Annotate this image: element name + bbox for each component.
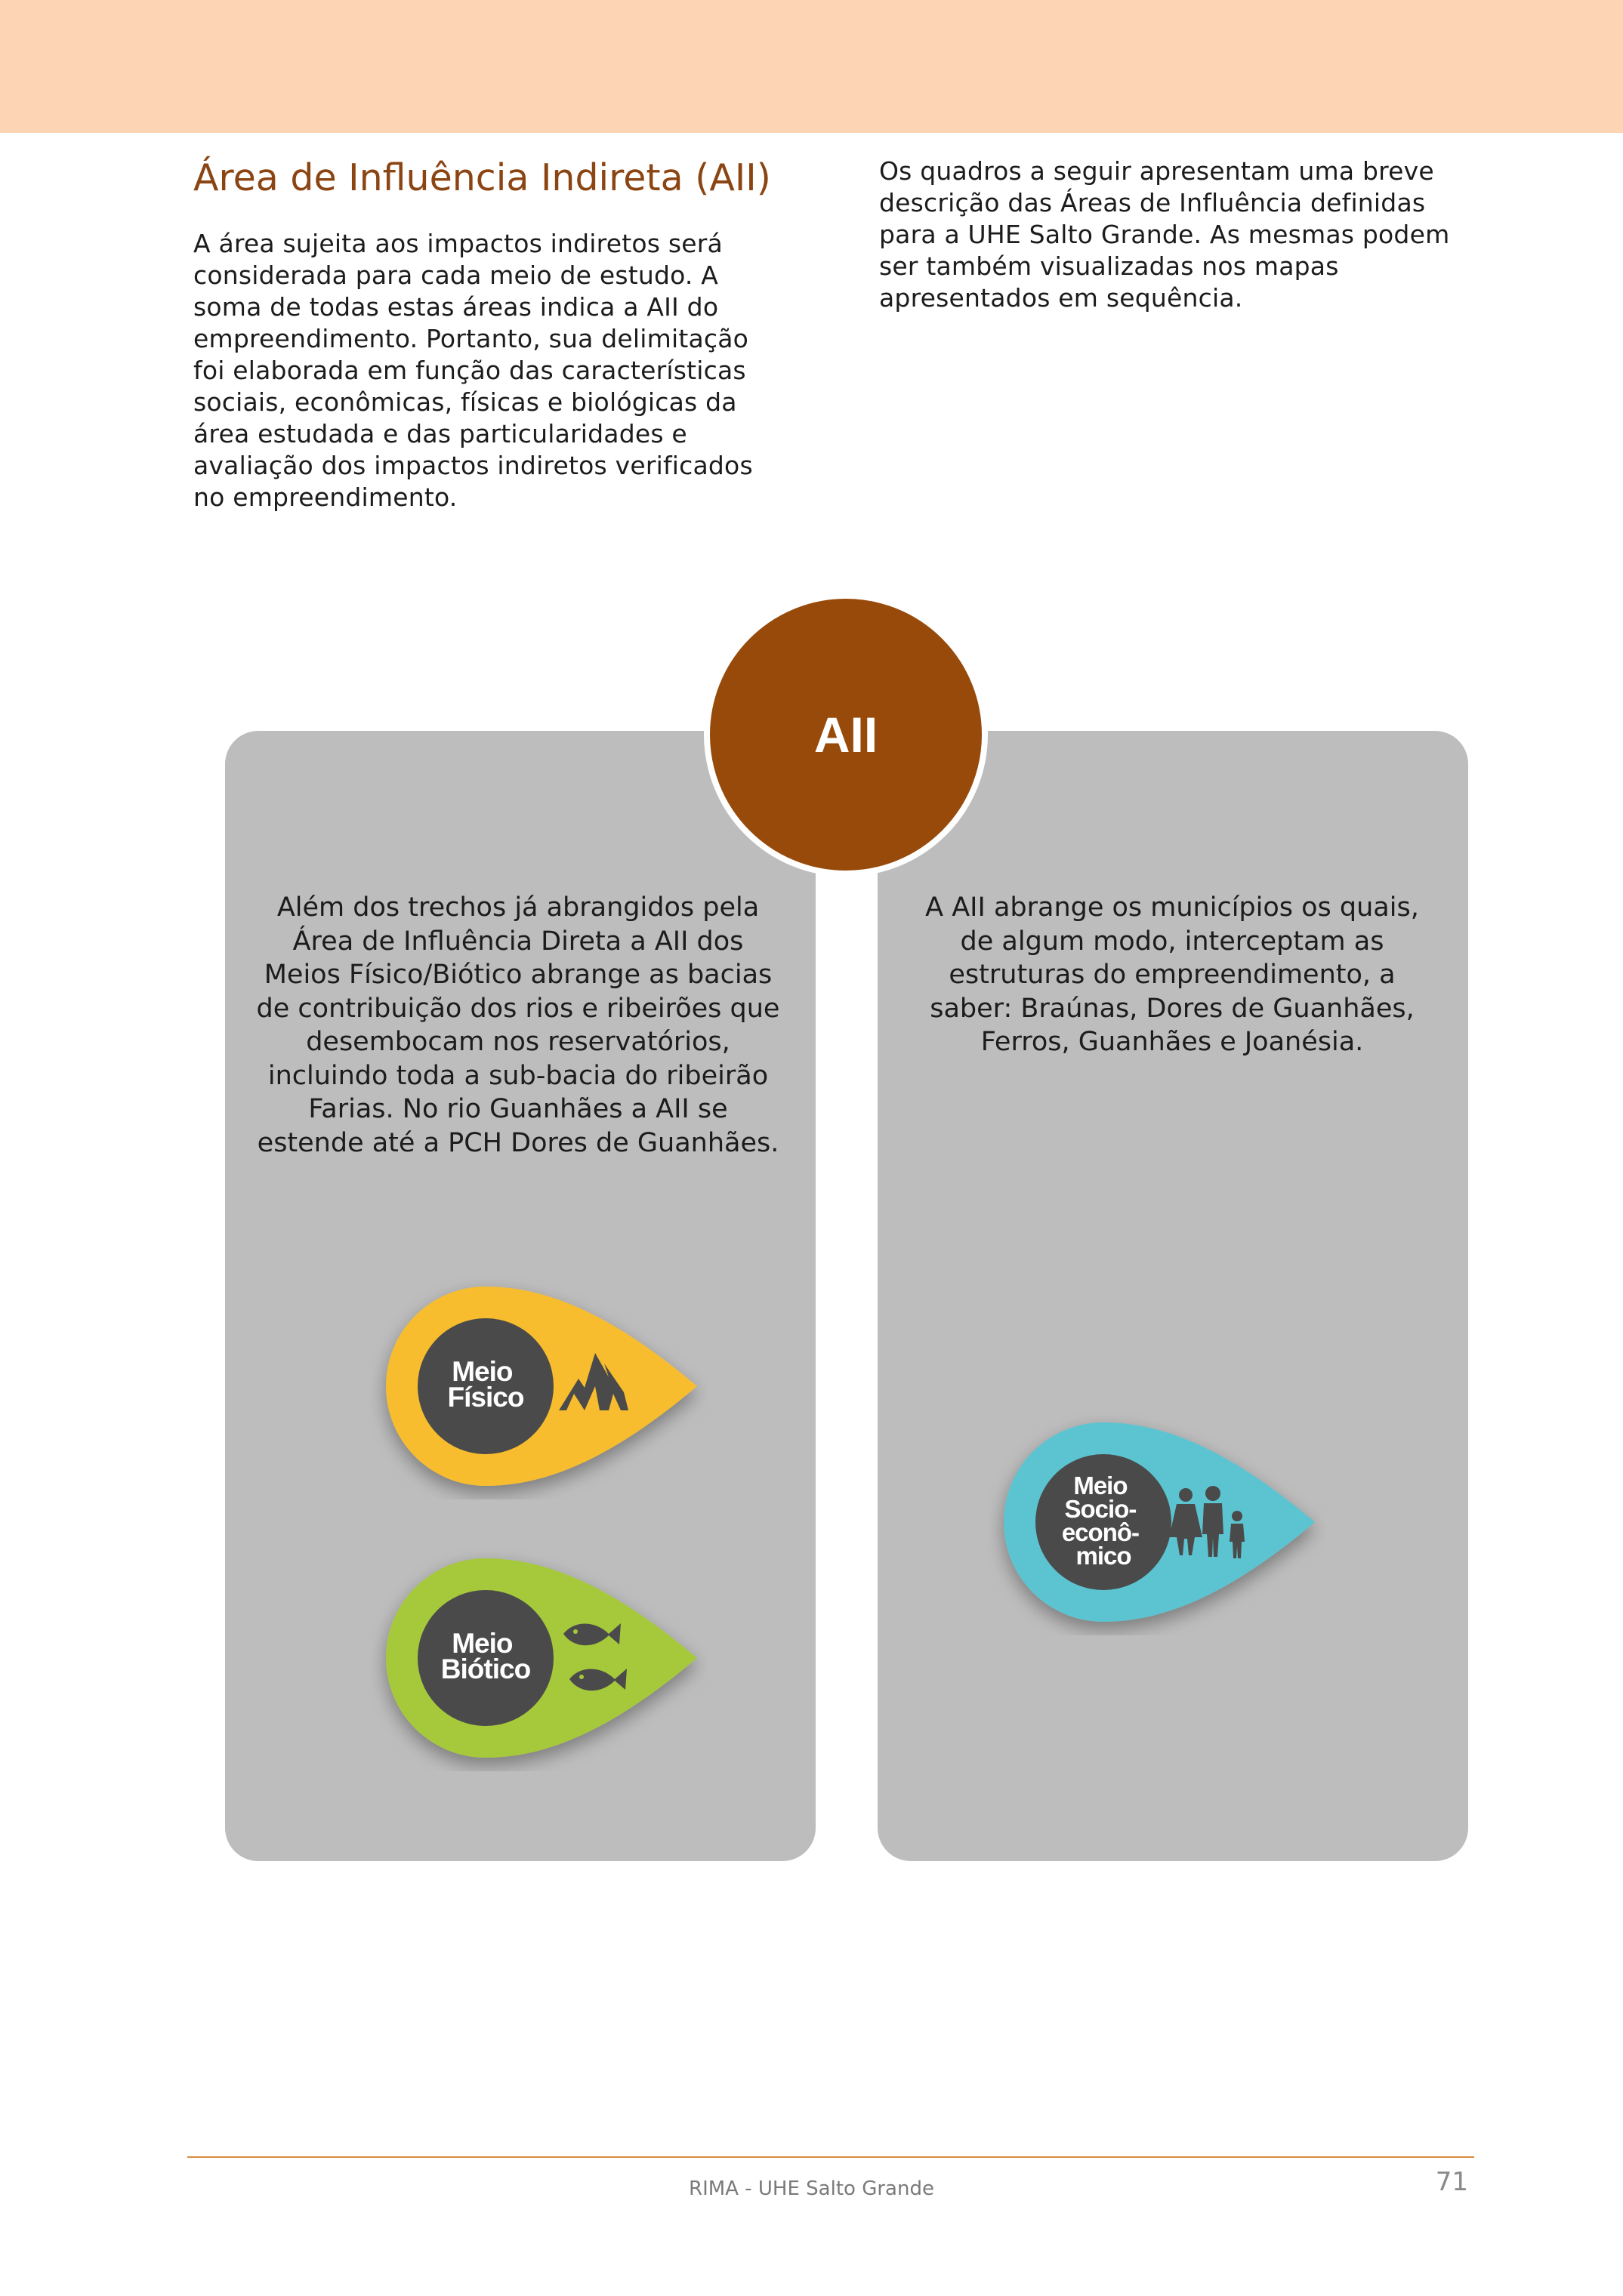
section-title: Área de Influência Indireta (AII) (193, 156, 771, 199)
meio-fisico-label: Meio Físico (447, 1356, 524, 1413)
intro-left-paragraph: A área sujeita aos impactos indiretos será considerada para cada meio de estudo. A soma de todas estas áreas indica a AII do empreendimento. Portanto, sua delimitação foi elaborada em função das características sociais, econômicas, físicas e biológicas da área estudada e das particularidades e avaliação dos impactos indiretos verificados no empreendimento. (193, 229, 753, 512)
right-panel-text: A AII abrange os municípios os quais, de algum modo, interceptam as estruturas do empreendimento, a saber: Braúnas, Dores de Guanhães, Ferros, Guanhães e Joanésia. (925, 892, 1419, 1057)
aii-label: AII (813, 707, 878, 763)
intro-right-paragraph: Os quadros a seguir apresentam uma breve descrição das Áreas de Influência definidas para a UHE Salto Grande. As mesmas podem ser também visualizadas nos mapas apresentados em sequência. (879, 156, 1450, 313)
meio-biotico-label: Meio Biótico (440, 1628, 531, 1684)
footer-rule (187, 2156, 1474, 2158)
right-panel (878, 731, 1468, 1861)
meio-fisico-badge (369, 1273, 708, 1499)
page-number: 71 (1435, 2167, 1468, 2197)
meio-biotico-badge (369, 1545, 708, 1771)
footer-text: RIMA - UHE Salto Grande (689, 2177, 934, 2200)
meio-socioeconomico-label: Meio Socio- econô- mico (1061, 1472, 1139, 1570)
left-panel-text: Além dos trechos já abrangidos pela Área de Influência Direta a AII dos Meios Físico/Biótico abrange as bacias de contribuição dos rios e ribeirões que desembocam nos reservatórios, incluindo toda a sub-bacia do ribeirão Farias. No rio Guanhães a AII se estende até a PCH Dores de Guanhães. (256, 892, 780, 1158)
meio-socioeconomico-badge (986, 1409, 1326, 1635)
aii-circle (704, 593, 988, 877)
header-band (0, 0, 1623, 133)
